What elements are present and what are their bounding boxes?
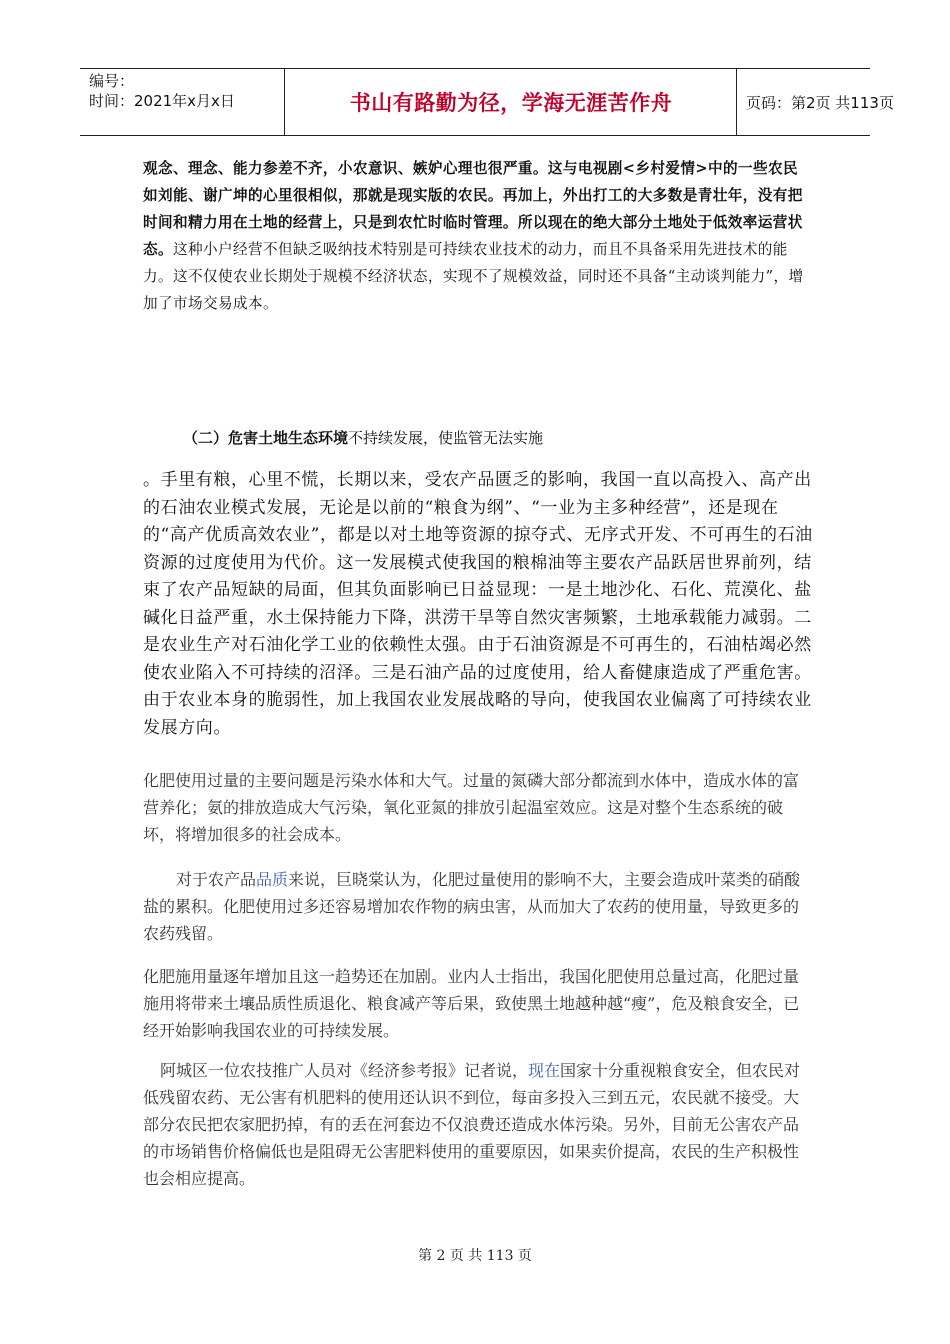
header-motto-cell: [286, 69, 737, 135]
page-label: 页码：第2页 共113页: [746, 93, 894, 112]
header-page-cell: [737, 69, 894, 135]
section-heading-normal: 不持续发展，使监管无法实施: [348, 429, 544, 447]
paragraph-6: [143, 1057, 803, 1192]
page-header: [80, 68, 894, 136]
page-footer: 第 2 页 共 113 页: [418, 1248, 532, 1264]
paragraph-4: [143, 866, 803, 947]
quality-link[interactable]: 品质: [256, 870, 289, 889]
section-heading-bold: （二）危害土地生态环境: [183, 429, 349, 447]
paragraph-2: 。手里有粮，心里不慌，长期以来，受农产品匮乏的影响，我国一直以高投入、高产出的石油农业模式发展，无论是以前的“粮食为纲”、“一业为主多种经营”，还是现在的“高产优质高效农业”，都是以对土地等资源的掠夺式、无序式开发、不可再生的石油资源的过度使用为代价。这一发展模式使我国的粮棉油等主要农产品跃居世界前列，结束了农产品短缺的局面，但其负面影响已日益显现：一是土地沙化、石化、荒漠化、盐碱化日益严重，水土保持能力下降，洪涝干旱等自然灾害频繁，土地承载能力减弱。二是农业生产对石油化学工业的依赖性太强。由于石油资源是不可再生的，石油枯竭必然使农业陷入不可持续的沼泽。三是石油产品的过度使用，给人畜健康造成了严重危害。由于农业本身的脆弱性，加上我国农业发展战略的导向，使我国农业偏离了可持续农业发展方向。: [143, 470, 813, 738]
motto: 书山有路勤为径，学海无涯苦作舟: [349, 91, 673, 115]
now-link[interactable]: 现在: [528, 1061, 561, 1080]
paragraph-6-pre: 阿城区一位农技推广人员对《经济参考报》记者说，: [160, 1061, 529, 1080]
number-label: 编号：: [89, 72, 135, 90]
paragraph-1-normal: 这种小户经营不但缺乏吸纳技术特别是可持续农业技术的动力，而且不具备采用先进技术的能力。这不仅使农业长期处于规模不经济状态，实现不了规模效益，同时还不具备“主动谈判能力”，增加了市场交易成本。: [143, 241, 804, 312]
paragraph-5: 化肥施用量逐年增加且这一趋势还在加剧。业内人士指出，我国化肥使用总量过高，化肥过量施用将带来土壤品质性质退化、粮食减产等后果，致使黑土地越种越“瘦”，危及粮食安全，已经开始影响我国农业的可持续发展。: [143, 967, 800, 1040]
paragraph-4-post: 来说，巨晓棠认为，化肥过量使用的影响不大，主要会造成叶菜类的硝酸盐的累积。化肥使用过多还容易增加农作物的病虫害，从而加大了农药的使用量，导致更多的农药残留。: [143, 870, 801, 943]
section-heading: [183, 426, 543, 450]
paragraph-6-post: 国家十分重视粮食安全，但农民对低残留农药、无公害有机肥料的使用还认识不到位，每亩多投入三到五元，农民就不接受。大部分农民把农家肥扔掉，有的丢在河套边不仅浪费还造成水体污染。另外，目前无公害农产品的市场销售价格偏低也是阻碍无公害肥料使用的重要原因，如果卖价提高，农民的生产积极性也会相应提高。: [143, 1061, 801, 1188]
paragraph-3: 化肥使用过量的主要问题是污染水体和大气。过量的氮磷大部分都流到水体中，造成水体的富营养化；氨的排放造成大气污染，氧化亚氮的排放引起温室效应。这是对整个生态系统的破坏，将增加很多的社会成本。: [143, 771, 800, 844]
paragraph-1: [143, 155, 808, 317]
paragraph-1-bold: 观念、理念、能力参差不齐，小农意识、嫉妒心理也很严重。这与电视剧<乡村爱情>中的一些农民如刘能、谢广坤的心里很相似，那就是现实版的农民。再加上，外出打工的大多数是青壮年，没有把时间和精力用在土地的经营上，只是到农忙时临时管理。所以现在的绝大部分土地处于低效率运营状态。: [143, 160, 803, 258]
header-meta: [80, 69, 285, 135]
paragraph-4-pre: 对于农产品: [176, 870, 257, 889]
time-label: 时间：2021年x月x日: [89, 92, 235, 110]
